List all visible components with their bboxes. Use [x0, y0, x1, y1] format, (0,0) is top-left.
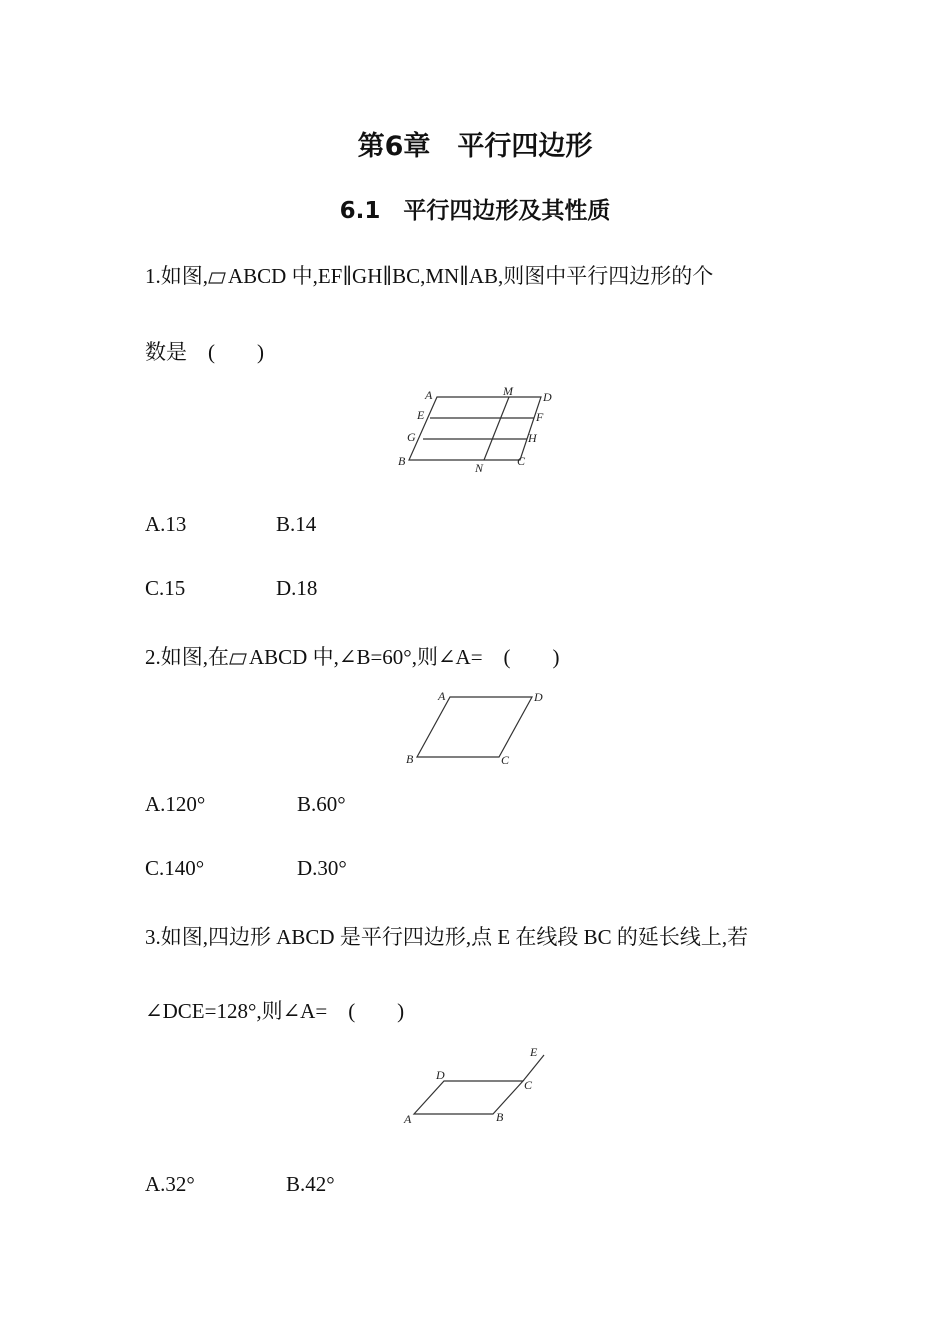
question-2-option-a: A.120°	[145, 792, 206, 816]
question-1-option-c: C.15	[145, 576, 186, 600]
question-2-option-c: C.140°	[145, 856, 205, 880]
figure-3-label-e: E	[530, 1045, 538, 1059]
figure-3-diagram	[398, 1040, 558, 1132]
question-1-text: ABCD 中,EF∥GH∥BC,MN∥AB,则图中平行四边形的个	[228, 264, 714, 288]
question-1-option-b: B.14	[276, 512, 317, 536]
question-3-line-2: ∠DCE=128°,则∠A= ( )	[145, 999, 405, 1023]
figure-1-label-g: G	[407, 430, 416, 444]
figure-1-diagram	[395, 383, 560, 478]
figure-1-label-m: M	[503, 384, 513, 398]
figure-2-label-b: B	[406, 752, 414, 766]
question-1-option-d: D.18	[276, 576, 318, 600]
question-1-option-a: A.13	[145, 512, 187, 536]
section-title: 6.1 平行四边形及其性质	[339, 198, 611, 224]
parallelogram-symbol-icon	[208, 272, 226, 284]
figure-1-label-a: A	[425, 388, 433, 402]
figure-1-label-f: F	[536, 410, 544, 424]
figure-3-label-c: C	[524, 1078, 533, 1092]
figure-1-label-c: C	[517, 454, 526, 468]
question-2-prefix: 2.如图,在	[145, 645, 229, 669]
figure-3-parallelogram	[414, 1081, 523, 1114]
figure-1-label-n: N	[475, 461, 484, 475]
question-3-option-b: B.42°	[286, 1172, 335, 1196]
figure-1-label-e: E	[417, 408, 425, 422]
question-3-line-1: 3.如图,四边形 ABCD 是平行四边形,点 E 在线段 BC 的延长线上,若	[145, 925, 749, 949]
figure-2-label-a: A	[438, 689, 446, 703]
question-3-option-a: A.32°	[145, 1172, 195, 1196]
question-2-text: ABCD 中,∠B=60°,则∠A= ( )	[249, 645, 560, 669]
figure-2-parallelogram	[417, 697, 532, 757]
figure-3-label-d: D	[436, 1068, 445, 1082]
question-1-prefix: 1.如图,	[145, 264, 208, 288]
figure-2-diagram	[400, 685, 550, 770]
figure-3-label-b: B	[496, 1110, 504, 1124]
figure-2-label-d: D	[534, 690, 543, 704]
parallelogram-symbol-icon	[229, 653, 247, 665]
chapter-title: 第6章 平行四边形	[357, 131, 593, 162]
question-1-line-1	[145, 260, 713, 290]
question-2-option-d: D.30°	[297, 856, 347, 880]
question-2-line-1	[145, 641, 560, 671]
figure-2-label-c: C	[501, 753, 510, 767]
question-2-option-b: B.60°	[297, 792, 346, 816]
figure-1-label-h: H	[528, 431, 537, 445]
figure-1-label-b: B	[398, 454, 406, 468]
figure-1-line-mn	[484, 397, 509, 460]
figure-1-label-d: D	[543, 390, 552, 404]
figure-3-label-a: A	[404, 1112, 412, 1126]
question-1-line-2: 数是 ( )	[145, 340, 264, 364]
figure-1-parallelogram	[409, 397, 541, 460]
